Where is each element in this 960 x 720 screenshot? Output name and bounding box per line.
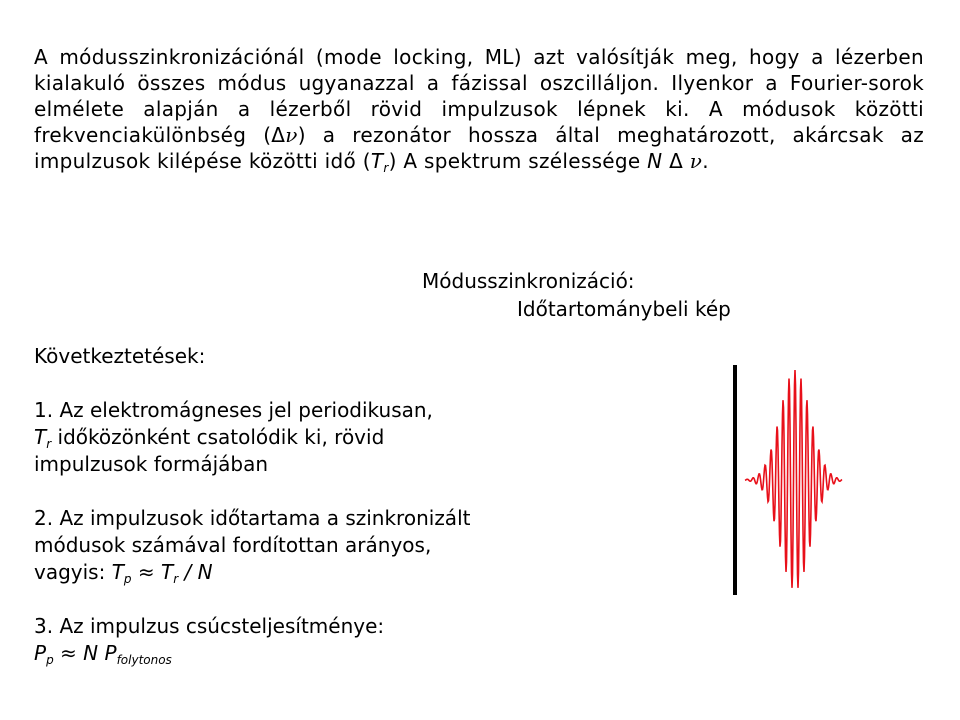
conclusions-heading: Következtetések: [34,344,206,368]
power-symbol: P [104,641,117,665]
conclusion-item-2: 2. Az impulzusok időtartama a szinkronizált [34,506,471,530]
mode-count-symbol: N [83,641,99,665]
intro-paragraph [34,44,924,174]
conclusions-section [34,343,594,667]
intro-text: A módusszinkronizációnál (mode locking, ML) azt valósítják meg, hogy a lézerben kialakuló összes módus ugyanazzal a fázissal oszcilláljon. Ilyenkor a Fourier-sorok elmélete alapján a lézerből rövid impulzusok lépnek ki. A módusok közötti frekvenciakülönbség ( [34,45,924,147]
division-symbol: / [178,560,198,584]
mode-count-symbol: N [197,560,213,584]
item-text: időközönként csatolódik ki, rövid [51,425,385,449]
period-symbol: T [34,425,47,449]
nu-symbol: ν [689,149,703,173]
conclusion-item-1-line2 [34,424,594,451]
conclusion-item-2-line2: módusok számával fordítottan arányos, [34,533,432,557]
delta-symbol: Δ [271,123,286,147]
intro-text: . [702,149,709,173]
conclusion-item-3: 3. Az impulzus csúcsteljesítménye: [34,614,385,638]
conclusion-item-1 [34,397,594,424]
subscript: p [46,653,54,667]
item-text: Az elektromágneses jel periodikusan, [53,398,433,422]
subscript: folytonos [116,653,172,667]
conclusion-item-1-line3: impulzusok formájában [34,452,269,476]
delta-symbol: Δ [662,149,690,173]
subscript: r [173,572,179,586]
conclusion-item-3-formula [34,640,594,667]
period-symbol: T [370,149,384,173]
pulse-duration-symbol: T [111,560,124,584]
subscript: r [383,161,389,175]
pulse-figure [730,360,850,600]
nu-symbol: ν [285,123,298,147]
intro-text: ) A spektrum szélessége [388,149,648,173]
conclusion-item-2-formula [34,559,594,586]
intro-text: ) a rezonátor hossza által meghatározott, akárcsak az impulzusok kilépése közötti idő ( [34,123,924,173]
peak-power-symbol: P [34,641,47,665]
item-text: vagyis: [34,560,112,584]
subscript: p [123,572,132,586]
item-number: 1. [34,398,54,422]
subscript: r [46,437,52,451]
approx-symbol: ≈ [131,560,162,584]
approx-symbol: ≈ [53,641,84,665]
mode-count-symbol: N [647,149,663,173]
figure-caption-title: Módusszinkronizáció: [422,269,635,293]
figure-caption-subtitle: Időtartománybeli kép [517,297,731,321]
period-symbol: T [161,560,174,584]
pulse-waveform [745,370,842,588]
